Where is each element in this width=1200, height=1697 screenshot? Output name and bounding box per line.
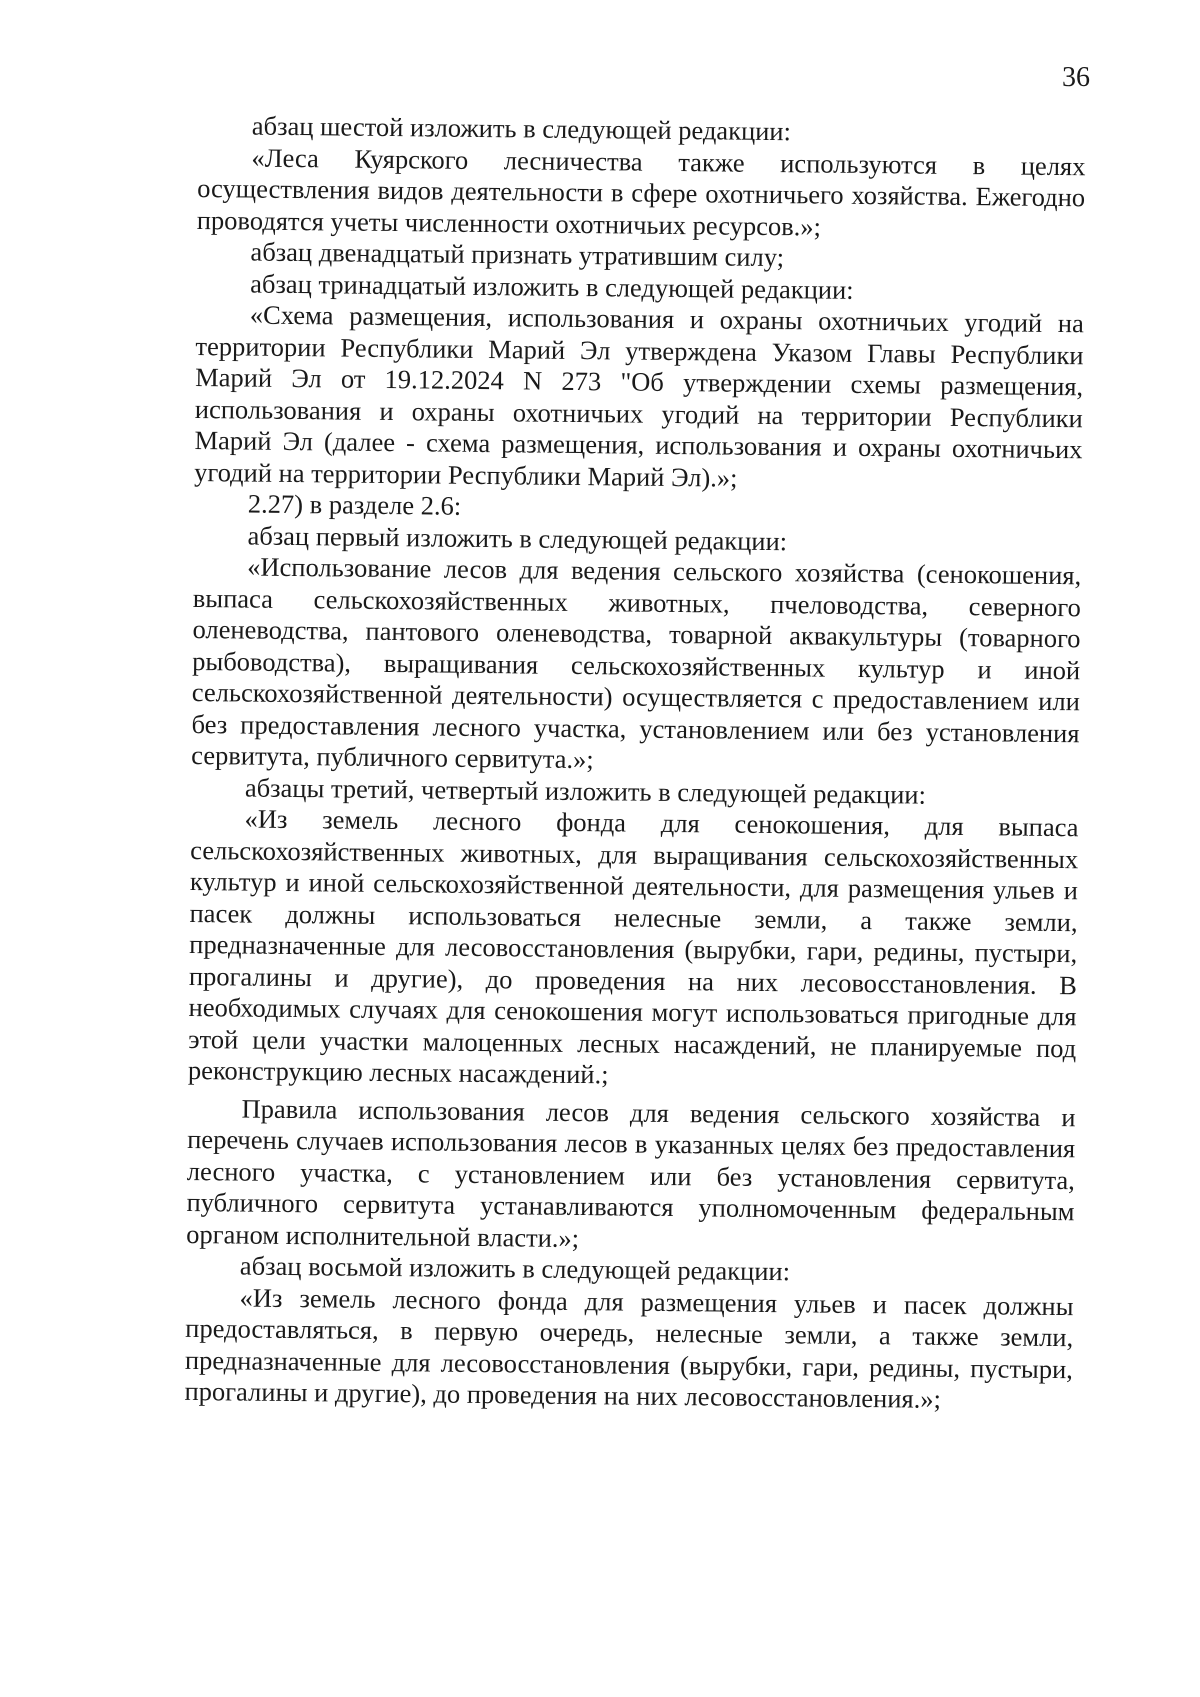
paragraph-instruction: абзац тринадцатый изложить в следующей редакции:	[250, 268, 854, 305]
paragraph-instruction: абзац восьмой изложить в следующей редакции:	[239, 1250, 791, 1287]
document-body	[184, 110, 1086, 1417]
paragraph-instruction: абзац шестой изложить в следующей редакции:	[251, 110, 792, 147]
paragraph-quote: «Леса Куярского лесничества также используются в целях осуществления видов деятельности в сфере охотничьего хозяйства. Ежегодно проводятся учеты численности охотничьих ресурсов.»;	[196, 142, 1086, 242]
paragraph-quote: «Схема размещения, использования и охраны охотничьих угодий на территории Республики Марий Эл утверждена Указом Главы Республики Марий Эл от 19.12.2024 N 273 "Об утверждении схемы размещения, использования и охраны охотничьих угодий на территории Республики Марий Эл (далее - схема размещения, использования и охраны охотничьих угодий на территории Республики Марий Эл).»;	[194, 299, 1084, 493]
paragraph-quote: «Использование лесов для ведения сельского хозяйства (сенокошения, выпаса сельскохозяйственных животных, пчеловодства, северного оленеводства, пантового оленеводства, товарной аквакультуры (товарного рыбоводства), выращивания сельскохозяйственных культур и иной сельскохозяйственной деятельности) осуществляется с предоставлением или без предоставления лесного участка, установлением или без установления сервитута, публичного сервитута.»;	[191, 551, 1082, 775]
paragraph-instruction: абзацы третий, четвертый изложить в следующей редакции:	[244, 772, 927, 810]
paragraph-quote: «Из земель лесного фонда для размещения ульев и пасек должны предоставляться, в первую очередь, нелесные земли, а также земли, предназначенные для лесовосстановления (вырубки, гари, редины, пустыри, прогалины и другие), до проведения на них лесовосстановления.»;	[184, 1282, 1074, 1414]
paragraph-section-heading: 2.27) в разделе 2.6:	[247, 488, 462, 521]
paragraph-instruction: абзац первый изложить в следующей редакции:	[247, 520, 788, 556]
paragraph-instruction: абзац двенадцатый признать утратившим силу;	[250, 236, 785, 273]
page-number: 36	[1062, 62, 1090, 93]
paragraph-quote-continued: Правила использования лесов для ведения сельского хозяйства и перечень случаев использования лесов в указанных целях без предоставления лесного участка, с установлением или без установления сервитута, публичного сервитута устанавливаются уполномоченным федеральным органом исполнительной власти.»;	[186, 1093, 1076, 1253]
paragraph-quote: «Из земель лесного фонда для сенокошения, для выпаса сельскохозяйственных животных, для выращивания сельскохозяйственных культур и иной сельскохозяйственной деятельности, для размещения ульев и пасек должны использоваться нелесные земли, а также земли, предназначенные для лесовосстановления (вырубки, гари, редины, пустыри, прогалины и другие), до проведения на них лесовосстановления. В необходимых случаях для сенокошения могут использоваться пригодные для этой цели участки малоценных лесных насаждений, не планируемые под реконструкцию лесных насаждений.;	[187, 803, 1079, 1090]
